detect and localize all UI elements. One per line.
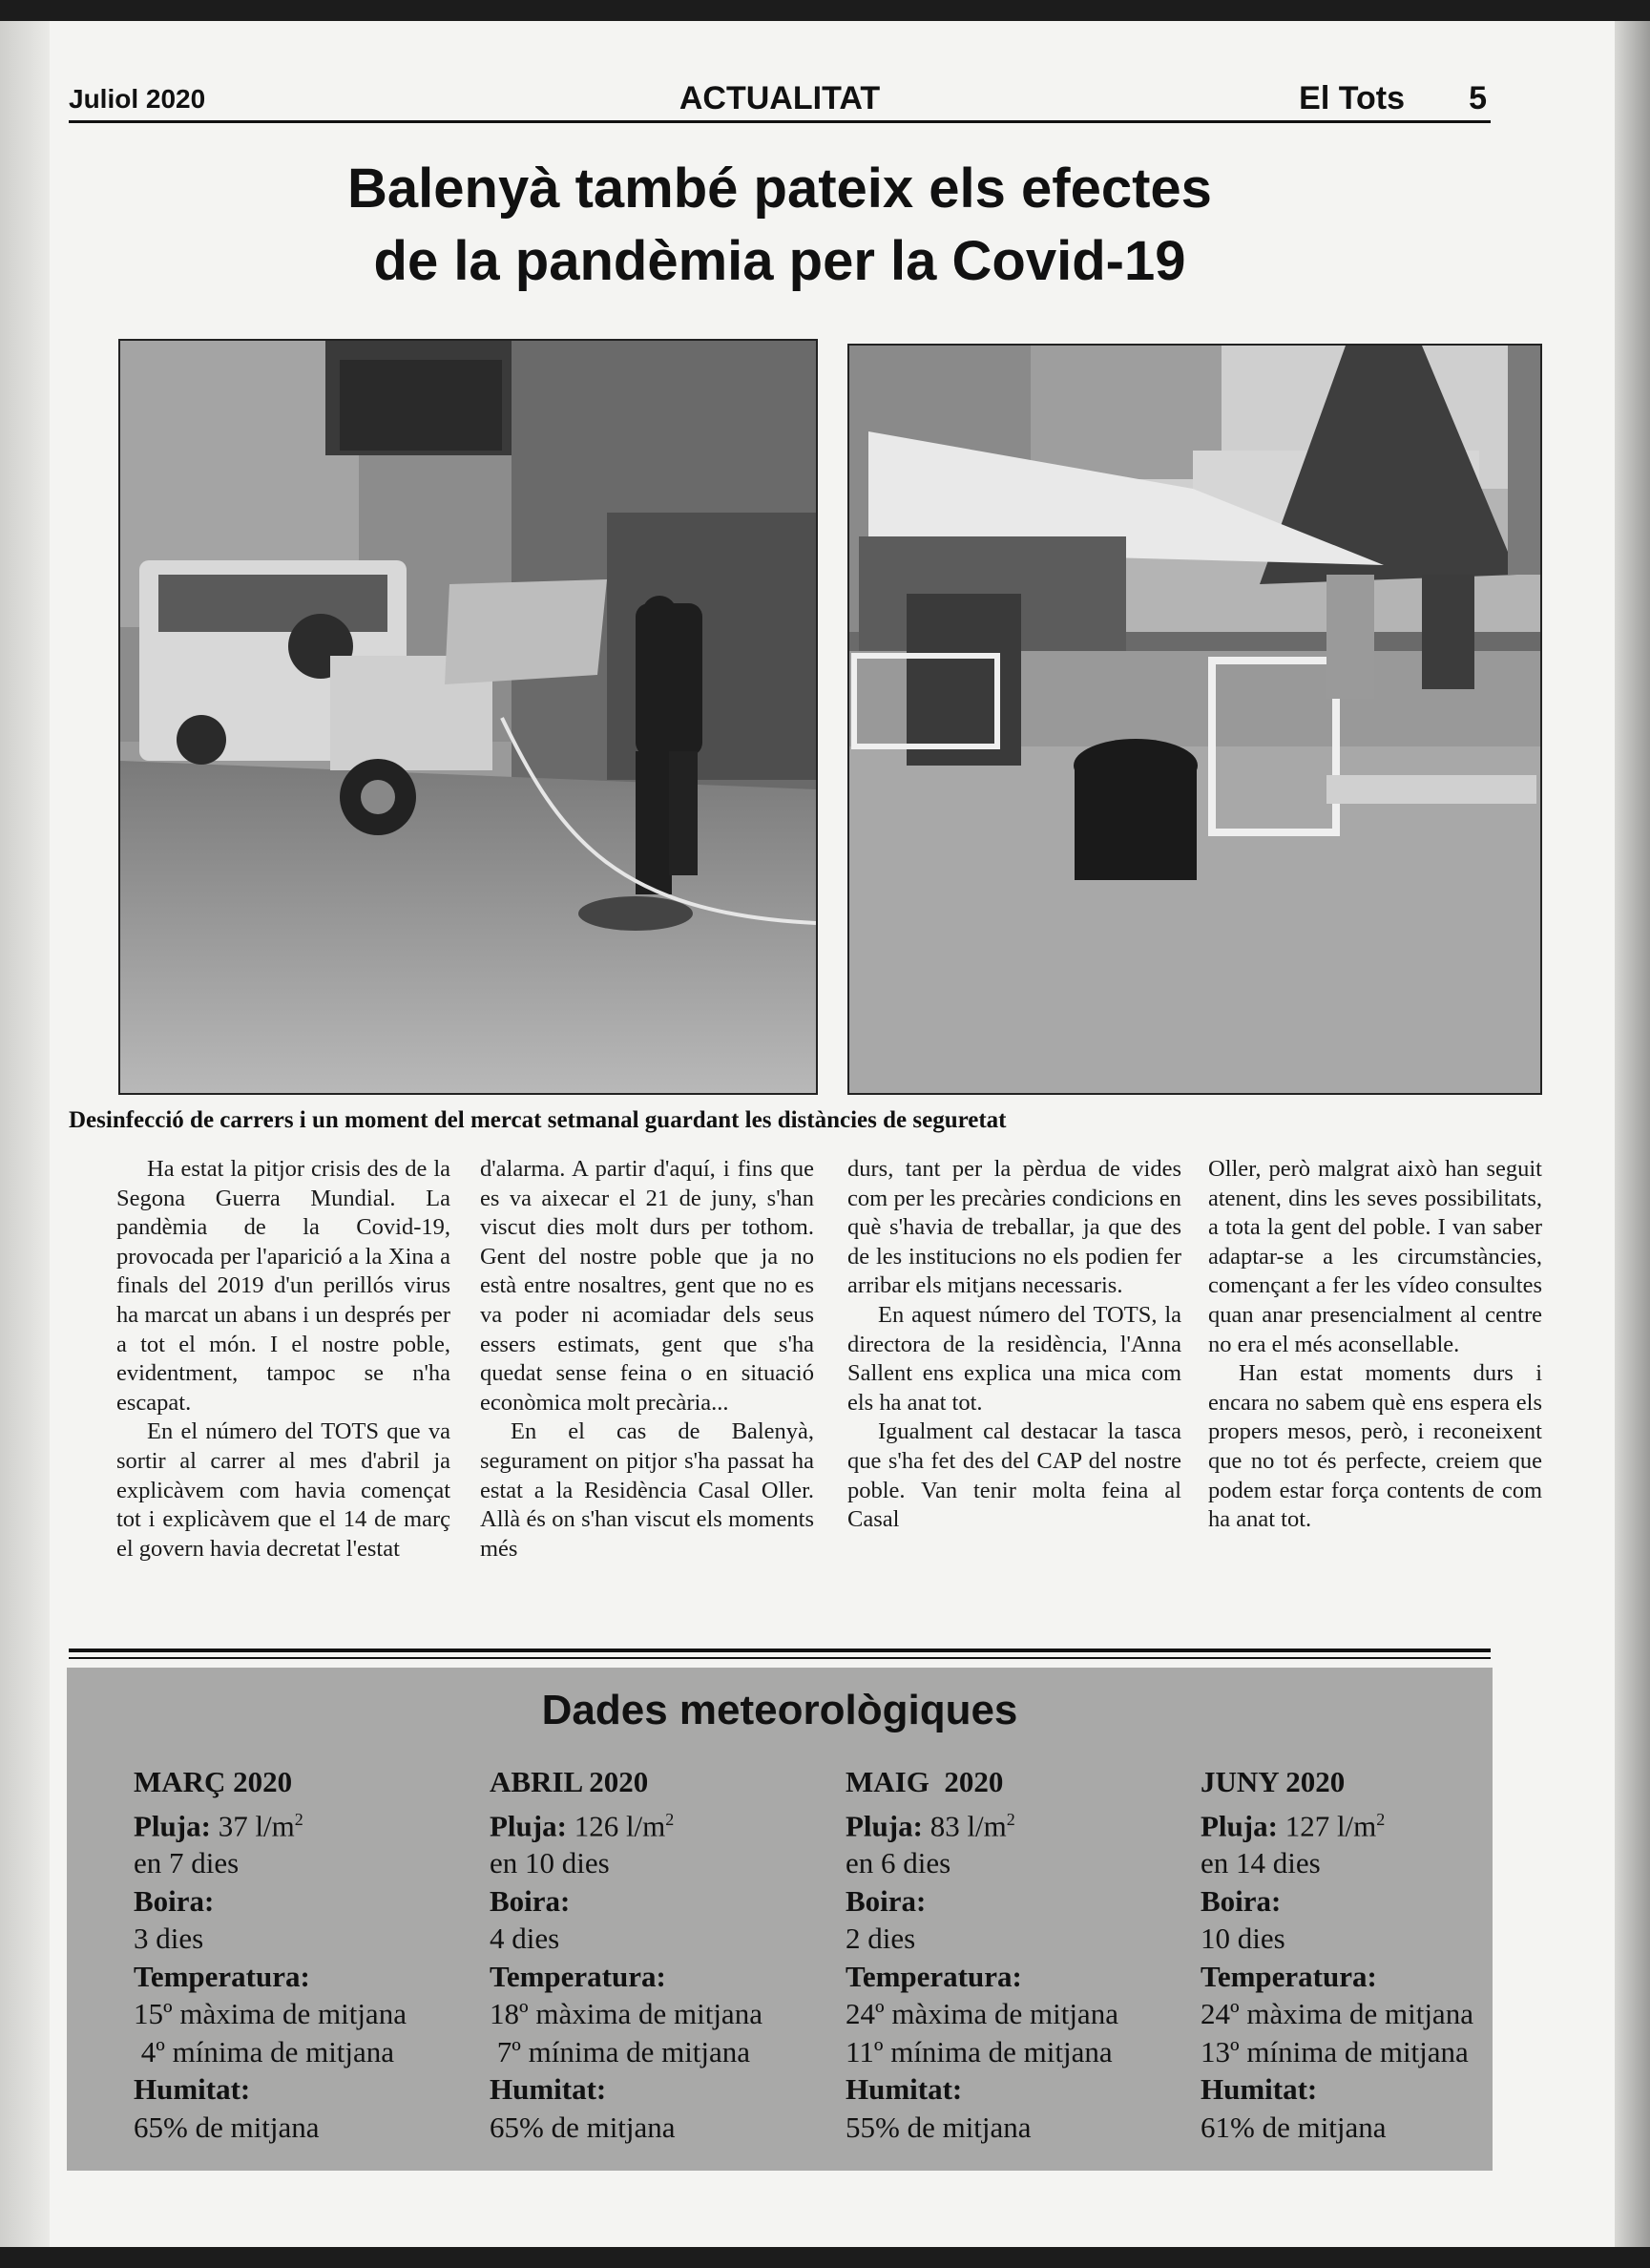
month-heading: JUNY 2020 xyxy=(1201,1765,1346,1798)
humidity-label: Humitat: xyxy=(490,2072,607,2107)
temperature-label: Temperatura: xyxy=(490,1959,666,1993)
temperature-max: 15º màxima de mitjana xyxy=(134,1997,407,2031)
fog-label: Boira: xyxy=(846,1883,927,1918)
weather-title: Dades meteorològiques xyxy=(541,1687,1018,1733)
section-title: ACTUALITAT xyxy=(679,80,881,116)
divider xyxy=(69,1657,1491,1659)
article-paragraph: En aquest número del TOTS, la directora de la residència, l'Anna Sallent ens explica una mica com els ha anat tot. xyxy=(847,1301,1181,1416)
temperature-max: 24º màxima de mitjana xyxy=(846,1997,1118,2031)
fog-value: 4 dies xyxy=(490,1922,560,1956)
rain-value: 37 l/m xyxy=(218,1808,295,1842)
article-headline xyxy=(69,153,1491,298)
temperature-max: 18º màxima de mitjana xyxy=(490,1997,762,2031)
humidity-value: 61% de mitjana xyxy=(1201,2110,1387,2144)
temperature-label: Temperatura: xyxy=(1201,1959,1377,1993)
article-column-2 xyxy=(480,1155,814,1564)
month-heading: MAIG 2020 xyxy=(846,1765,1004,1798)
temperature-max: 24º màxima de mitjana xyxy=(1201,1997,1473,2031)
month-heading: ABRIL 2020 xyxy=(490,1765,649,1798)
page-header xyxy=(69,65,1491,123)
humidity-value: 65% de mitjana xyxy=(490,2110,676,2144)
weather-month-april xyxy=(490,1763,833,2146)
headline-line-1: Balenyà també pateix els efectes xyxy=(347,158,1212,220)
fog-value: 3 dies xyxy=(134,1922,204,1956)
rain-days: en 6 dies xyxy=(846,1846,951,1880)
fog-label: Boira: xyxy=(1201,1883,1282,1918)
rain-label: Pluja: xyxy=(134,1808,211,1842)
issue-date: Juliol 2020 xyxy=(69,84,206,114)
weekly-market-photo xyxy=(847,344,1542,1095)
article-paragraph: Ha estat la pitjor crisis des de la Segona Guerra Mundial. La pandèmia de la Covid-19, provocada per l'aparició a la Xina a finals del 2019 d'un perillós virus ha marcat un abans i un després per a tot el món. I el nostre poble, evidentment, tampoc se n'ha escapat. xyxy=(116,1156,450,1416)
binding-edge xyxy=(0,21,50,2247)
page-number: 5 xyxy=(1469,80,1487,116)
superscript: 2 xyxy=(1376,1809,1386,1829)
photo-caption: Desinfecció de carrers i un moment del mercat setmanal guardant les distàncies de seguretat xyxy=(69,1107,1007,1133)
temperature-label: Temperatura: xyxy=(134,1959,310,1993)
article-paragraph: En el número del TOTS que va sortir al carrer al mes d'abril ja explicàvem com havia començat tot i explicàvem que el 14 de març el govern havia decretat l'estat xyxy=(116,1418,450,1562)
article-paragraph: Oller, però malgrat això han seguit atenent, dins les seves possibilitats, a tota la gent del poble. I van saber adaptar-se a les circumstàncies, començant a fer les vídeo consultes quan anar presencialment al centre no era el més aconsellable. xyxy=(1208,1156,1542,1357)
article-paragraph: Igualment cal destacar la tasca que s'ha fet des del CAP del nostre poble. Van tenir molta feina al Casal xyxy=(847,1418,1181,1533)
headline-line-2: de la pandèmia per la Covid-19 xyxy=(373,230,1186,292)
rain-label: Pluja: xyxy=(490,1808,567,1842)
rain-value: 126 l/m xyxy=(574,1808,666,1842)
article-column-4 xyxy=(1208,1155,1542,1535)
page-edge xyxy=(1615,21,1650,2247)
article-paragraph: En el cas de Balenyà, segurament on pitjor s'ha passat ha estat a la Residència Casal Oller. Allà és on s'han viscut els moments més xyxy=(480,1418,814,1562)
rain-label: Pluja: xyxy=(846,1808,923,1842)
temperature-label: Temperatura: xyxy=(846,1959,1022,1993)
temperature-min: 13º mínima de mitjana xyxy=(1201,2034,1469,2068)
weather-month-june xyxy=(1201,1763,1544,2146)
superscript: 2 xyxy=(1006,1809,1015,1829)
humidity-label: Humitat: xyxy=(846,2072,963,2107)
fog-label: Boira: xyxy=(134,1883,215,1918)
month-heading: MARÇ 2020 xyxy=(134,1765,293,1798)
temperature-min: 4º mínima de mitjana xyxy=(134,2034,395,2068)
divider xyxy=(69,1648,1491,1652)
humidity-value: 65% de mitjana xyxy=(134,2110,320,2144)
rain-days: en 10 dies xyxy=(490,1846,610,1880)
article-column-3 xyxy=(847,1155,1181,1535)
rain-label: Pluja: xyxy=(1201,1808,1278,1842)
temperature-min: 11º mínima de mitjana xyxy=(846,2034,1113,2068)
article-paragraph: Han estat moments durs i encara no sabem què ens espera els propers mesos, però, i reconeixent que no tot és perfecte, creiem que podem estar força contents de com ha anat tot. xyxy=(1208,1360,1542,1533)
rain-value: 83 l/m xyxy=(929,1808,1007,1842)
humidity-label: Humitat: xyxy=(1201,2072,1318,2107)
fog-label: Boira: xyxy=(490,1883,571,1918)
street-disinfection-photo xyxy=(118,339,818,1095)
article-paragraph: durs, tant per la pèrdua de vides com per les precàries condicions en què s'havia de treballar, ja que des de les institucions no els podien fer arribar els mitjans necessaris. xyxy=(847,1156,1181,1299)
rain-days: en 14 dies xyxy=(1201,1846,1321,1880)
article-body xyxy=(67,1155,1542,1637)
weather-box xyxy=(67,1668,1493,2171)
superscript: 2 xyxy=(294,1809,303,1829)
publication-name: El Tots xyxy=(1299,80,1405,116)
article-paragraph: d'alarma. A partir d'aquí, i fins que es va aixecar el 21 de juny, s'han viscut dies molt durs per tothom. Gent del nostre poble que ja no està entre nosaltres, gent que no es va poder ni acomiadar dels seus essers estimats, gent que s'ha quedat sense feina o en situació econòmica molt precària... xyxy=(480,1156,814,1416)
weather-month-march xyxy=(134,1763,477,2146)
temperature-min: 7º mínima de mitjana xyxy=(490,2034,751,2068)
weather-month-may xyxy=(846,1763,1189,2146)
rain-value: 127 l/m xyxy=(1284,1808,1377,1842)
fog-value: 2 dies xyxy=(846,1922,916,1956)
humidity-label: Humitat: xyxy=(134,2072,251,2107)
rain-days: en 7 dies xyxy=(134,1846,240,1880)
article-column-1 xyxy=(116,1155,450,1564)
fog-value: 10 dies xyxy=(1201,1922,1285,1956)
humidity-value: 55% de mitjana xyxy=(846,2110,1032,2144)
superscript: 2 xyxy=(665,1809,675,1829)
